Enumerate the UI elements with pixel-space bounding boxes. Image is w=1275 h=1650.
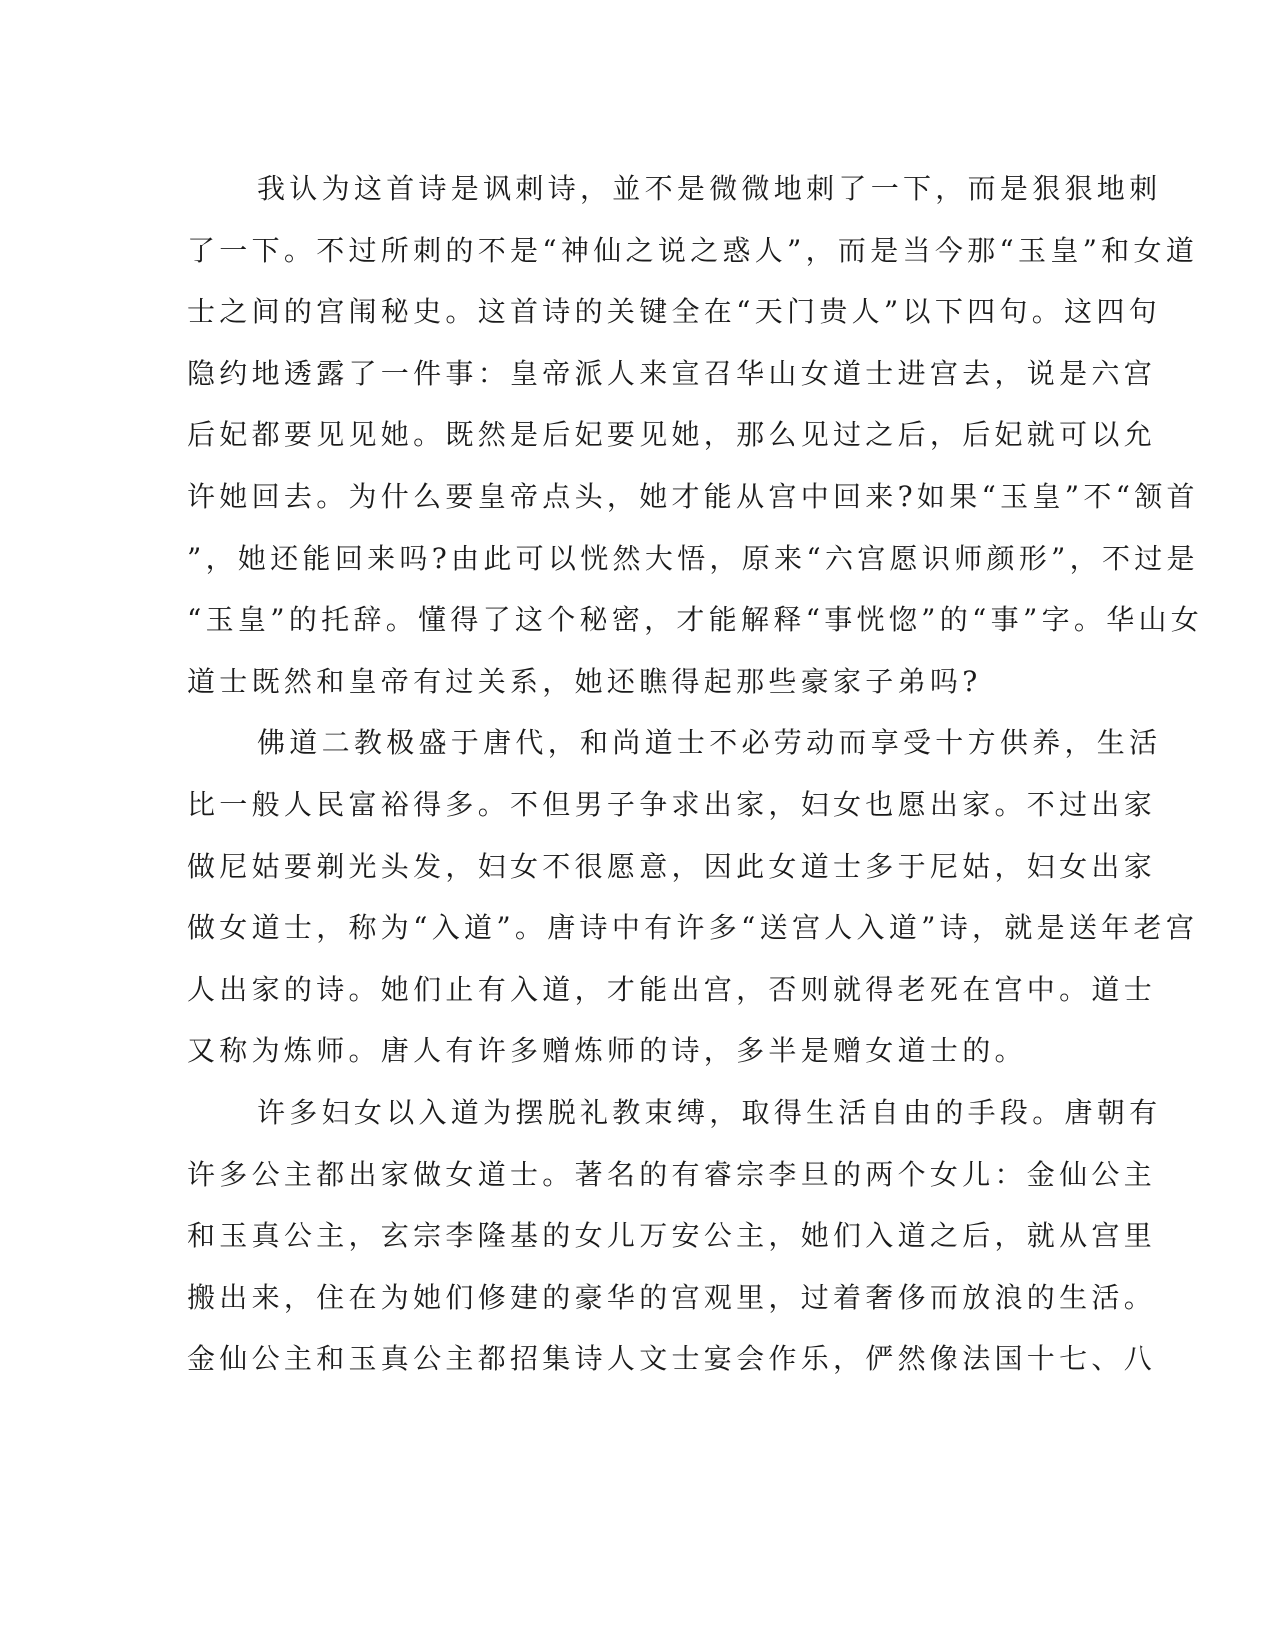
text-line: 人出家的诗。她们止有入道，才能出宫，否则就得老死在宫中。道士 — [187, 972, 1157, 1006]
text-line: 搬出来，住在为她们修建的豪华的宫观里，过着奢侈而放浪的生活。 — [187, 1280, 1157, 1314]
text-line: 比一般人民富裕得多。不但男子争求出家，妇女也愿出家。不过出家 — [187, 787, 1157, 821]
text-line: 佛道二教极盛于唐代，和尚道士不必劳动而享受十方供养，生活 — [257, 726, 1162, 760]
text-line: 许多妇女以入道为摆脱礼教束缚，取得生活自由的手段。唐朝有 — [257, 1095, 1162, 1129]
text-line: 后妃都要见见她。既然是后妃要见她，那么见过之后，后妃就可以允 — [187, 418, 1157, 452]
paragraph-2 — [187, 712, 1199, 1082]
text-line: “玉皇”的托辞。懂得了这个秘密，才能解释“事恍惚”的“事”字。华山女 — [187, 603, 1204, 637]
text-line: 士之间的宫闱秘史。这首诗的关键全在“天门贵人”以下四句。这四句 — [187, 295, 1161, 329]
text-line: ”，她还能回来吗?由此可以恍然大悟，原来“六宫愿识师颜形”，不过是 — [187, 541, 1199, 575]
text-line: 了一下。不过所刺的不是“神仙之说之惑人”，而是当今那“玉皇”和女道 — [187, 233, 1199, 267]
text-line: 又称为炼师。唐人有许多赠炼师的诗，多半是赠女道士的。 — [187, 1034, 1027, 1068]
text-line: 做女道士，称为“入道”。唐诗中有许多“送宫人入道”诗，就是送年老宫 — [187, 911, 1199, 945]
text-line: 金仙公主和玉真公主都招集诗人文士宴会作乐，俨然像法国十七、八 — [187, 1342, 1157, 1376]
text-line: 许多公主都出家做女道士。著名的有睿宗李旦的两个女儿：金仙公主 — [187, 1157, 1157, 1191]
paragraph-3 — [187, 1082, 1162, 1390]
text-line: 隐约地透露了一件事：皇帝派人来宣召华山女道士进宫去，说是六宫 — [187, 356, 1157, 390]
text-line: 做尼姑要剃光头发，妇女不很愿意，因此女道士多于尼姑，妇女出家 — [187, 849, 1157, 883]
document-body — [187, 158, 1204, 1390]
text-line: 许她回去。为什么要皇帝点头，她才能从宫中回来?如果“玉皇”不“颔首 — [187, 479, 1199, 513]
paragraph-1 — [187, 158, 1204, 712]
text-line: 和玉真公主，玄宗李隆基的女儿万安公主，她们入道之后，就从宫里 — [187, 1219, 1157, 1253]
text-line: 我认为这首诗是讽刺诗，並不是微微地刺了一下，而是狠狠地刺 — [257, 172, 1162, 205]
text-line: 道士既然和皇帝有过关系，她还瞧得起那些豪家子弟吗? — [187, 664, 982, 698]
